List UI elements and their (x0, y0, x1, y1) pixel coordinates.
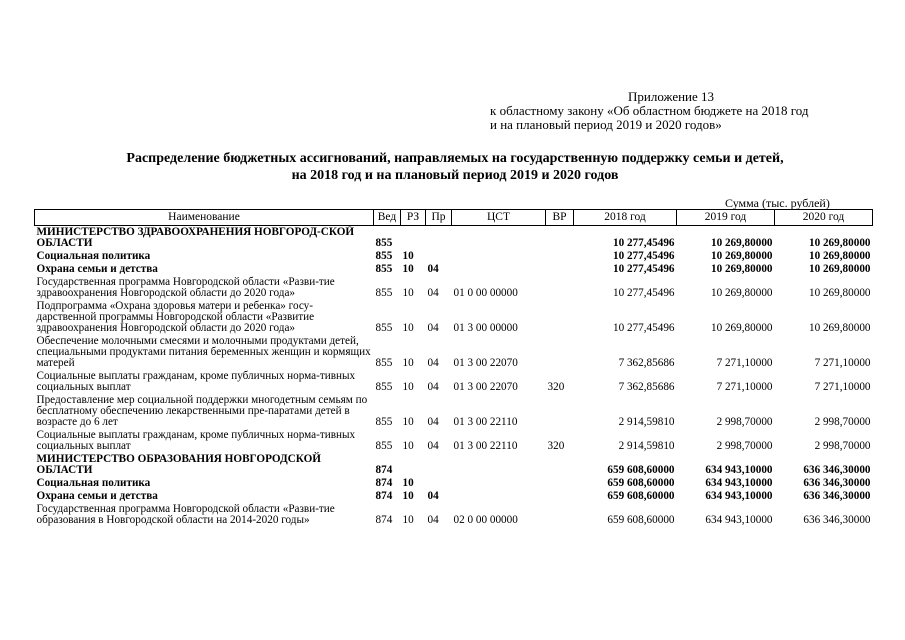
row-ved: 855 (375, 237, 393, 249)
row-name: МИНИСТЕРСТВО ЗДРАВООХРАНЕНИЯ НОВГОРОД-СКОЙ ОБЛАСТИ (36, 226, 355, 249)
row-name: Обеспечение молочными смесями и молочными продуктами детей, специальными продуктами питания беременных женщин и кормящих матерей (36, 335, 371, 369)
row-vr (546, 453, 574, 477)
row-vr (546, 490, 574, 503)
row-pr: 04 (427, 490, 439, 502)
row-vr (546, 300, 574, 335)
row-rz: 10 (402, 322, 414, 334)
row-amount-2018: 659 608,60000 (607, 477, 675, 489)
table-header-row (35, 210, 873, 226)
row-amount-2020: 2 998,70000 (814, 416, 871, 428)
row-amount-2020: 10 269,80000 (808, 263, 871, 275)
row-name: Предоставление мер социальной поддержки многодетным семьям по бесплатному обеспечению лекарственными пре-паратами детей в возрасте до 6 лет (36, 394, 368, 428)
row-pr: 04 (427, 416, 439, 428)
row-amount-2018: 10 277,45496 (612, 263, 675, 275)
row-pr: 04 (427, 381, 439, 393)
row-amount-2020: 10 269,80000 (808, 322, 871, 334)
row-amount-2018: 10 277,45496 (612, 287, 675, 299)
row-ved: 874 (375, 490, 393, 502)
row-ved: 855 (375, 287, 393, 299)
row-amount-2020: 636 346,30000 (803, 490, 871, 502)
row-amount-2019: 634 943,10000 (705, 490, 773, 502)
row-rz: 10 (402, 250, 414, 262)
row-rz: 10 (402, 490, 414, 502)
row-amount-2018: 659 608,60000 (607, 490, 675, 502)
row-pr: 04 (427, 263, 439, 275)
row-name: Социальная политика (36, 477, 151, 489)
column-header-cst: ЦСТ (452, 210, 546, 226)
row-amount-2019: 7 271,10000 (716, 357, 773, 369)
row-amount-2019: 10 269,80000 (710, 250, 773, 262)
row-amount-2019: 10 269,80000 (710, 322, 773, 334)
row-cst (452, 250, 546, 263)
row-vr: 320 (547, 440, 565, 452)
row-ved: 855 (375, 381, 393, 393)
row-amount-2018: 7 362,85686 (618, 381, 675, 393)
row-vr (546, 276, 574, 300)
row-vr (546, 263, 574, 276)
row-cst: 01 3 00 22070 (453, 381, 518, 393)
column-header-name: Наименование (35, 210, 374, 226)
row-pr: 04 (427, 322, 439, 334)
row-cst (452, 226, 546, 251)
row-vr (546, 226, 574, 251)
row-name: МИНИСТЕРСТВО ОБРАЗОВАНИЯ НОВГОРОДСКОЙ ОБЛАСТИ (36, 453, 321, 476)
table-row (35, 335, 873, 370)
row-vr (546, 503, 574, 527)
row-ved: 874 (375, 514, 393, 526)
column-header-2020: 2020 год (775, 210, 873, 226)
table-row (35, 250, 873, 263)
row-amount-2019: 634 943,10000 (705, 464, 773, 476)
document-title-line-1: Распределение бюджетных ассигнований, направляемых на государственную поддержку семьи и детей, (126, 151, 784, 166)
column-header-rz: РЗ (401, 210, 426, 226)
row-pr (426, 453, 452, 477)
row-name: Охрана семьи и детства (36, 263, 158, 275)
row-rz: 10 (402, 514, 414, 526)
row-name: Подпрограмма «Охрана здоровья матери и ребенка» госу-дарственной программы Новгородской области «Развитие здравоохранения Новгородской области до 2020 года» (36, 300, 315, 334)
row-amount-2018: 10 277,45496 (612, 250, 675, 262)
row-name: Социальные выплаты гражданам, кроме публичных норма-тивных социальных выплат (36, 370, 356, 393)
appendix-law-reference: к областному закону «Об областном бюджете на 2018 год (490, 103, 809, 118)
row-rz: 10 (402, 477, 414, 489)
row-ved: 855 (375, 250, 393, 262)
row-amount-2018: 659 608,60000 (607, 464, 675, 476)
row-amount-2020: 7 271,10000 (814, 357, 871, 369)
column-header-vr: ВР (546, 210, 574, 226)
appendix-planning-period: и на плановый период 2019 и 2020 годов» (490, 117, 722, 132)
row-cst: 01 3 00 22110 (453, 440, 518, 452)
units-caption: Сумма (тыс. рублей) (725, 196, 830, 210)
table-row (35, 300, 873, 335)
row-cst (452, 477, 546, 490)
row-name: Социальные выплаты гражданам, кроме публичных норма-тивных социальных выплат (36, 429, 356, 452)
row-rz: 10 (402, 381, 414, 393)
row-rz: 10 (402, 416, 414, 428)
row-name: Государственная программа Новгородской области «Разви-тие образования в Новгородской области на 2014-2020 годы» (36, 503, 335, 526)
document-title (30, 150, 880, 184)
row-ved: 855 (375, 440, 393, 452)
column-header-pr: Пр (426, 210, 452, 226)
row-amount-2020: 10 269,80000 (808, 287, 871, 299)
row-ved: 874 (375, 477, 393, 489)
row-rz (401, 226, 426, 251)
row-pr (426, 250, 452, 263)
row-vr (546, 250, 574, 263)
row-amount-2019: 634 943,10000 (705, 477, 773, 489)
row-cst: 01 3 00 00000 (453, 322, 518, 334)
table-row (35, 477, 873, 490)
row-amount-2019: 7 271,10000 (716, 381, 773, 393)
table-row (35, 370, 873, 394)
row-ved: 855 (375, 416, 393, 428)
column-header-ved: Вед (374, 210, 401, 226)
row-ved: 874 (375, 464, 393, 476)
row-pr: 04 (427, 357, 439, 369)
document-title-line-2: на 2018 год и на плановый период 2019 и 2020 годов (291, 168, 619, 183)
row-amount-2019: 2 998,70000 (716, 416, 773, 428)
row-vr: 320 (547, 381, 565, 393)
row-rz (401, 453, 426, 477)
row-amount-2018: 10 277,45496 (612, 322, 675, 334)
table-row (35, 276, 873, 300)
table-row (35, 503, 873, 527)
row-amount-2020: 10 269,80000 (808, 250, 871, 262)
row-amount-2020: 636 346,30000 (803, 514, 871, 526)
table-body (35, 226, 873, 528)
table-row (35, 429, 873, 453)
row-vr (546, 394, 574, 429)
table-row (35, 263, 873, 276)
row-amount-2018: 659 608,60000 (607, 514, 675, 526)
row-name: Социальная политика (36, 250, 151, 262)
row-rz: 10 (402, 287, 414, 299)
row-amount-2020: 10 269,80000 (808, 237, 871, 249)
table-row (35, 226, 873, 251)
row-pr: 04 (427, 287, 439, 299)
budget-table (34, 209, 873, 527)
row-vr (546, 477, 574, 490)
row-ved: 855 (375, 263, 393, 275)
column-header-2018: 2018 год (574, 210, 677, 226)
row-vr (546, 335, 574, 370)
row-cst (452, 263, 546, 276)
table-row (35, 394, 873, 429)
row-amount-2019: 10 269,80000 (710, 263, 773, 275)
row-amount-2019: 2 998,70000 (716, 440, 773, 452)
row-amount-2019: 10 269,80000 (710, 287, 773, 299)
row-amount-2019: 10 269,80000 (710, 237, 773, 249)
table-row (35, 453, 873, 477)
row-amount-2020: 2 998,70000 (814, 440, 871, 452)
row-amount-2018: 10 277,45496 (612, 237, 675, 249)
row-amount-2020: 636 346,30000 (803, 477, 871, 489)
row-pr: 04 (427, 440, 439, 452)
row-cst: 01 0 00 00000 (453, 287, 518, 299)
appendix-number: Приложение 13 (628, 89, 715, 104)
row-rz: 10 (402, 357, 414, 369)
row-cst: 02 0 00 00000 (453, 514, 518, 526)
row-amount-2019: 634 943,10000 (705, 514, 773, 526)
row-pr: 04 (427, 514, 439, 526)
row-amount-2018: 7 362,85686 (618, 357, 675, 369)
row-amount-2020: 7 271,10000 (814, 381, 871, 393)
row-cst (452, 453, 546, 477)
row-amount-2020: 636 346,30000 (803, 464, 871, 476)
row-rz: 10 (402, 440, 414, 452)
table-row (35, 490, 873, 503)
row-ved: 855 (375, 357, 393, 369)
row-cst: 01 3 00 22110 (453, 416, 518, 428)
row-pr (426, 477, 452, 490)
row-cst (452, 490, 546, 503)
row-name: Государственная программа Новгородской области «Разви-тие здравоохранения Новгородской области до 2020 года» (36, 276, 335, 299)
row-amount-2018: 2 914,59810 (618, 440, 675, 452)
row-pr (426, 226, 452, 251)
row-ved: 855 (375, 322, 393, 334)
column-header-2019: 2019 год (677, 210, 775, 226)
row-cst: 01 3 00 22070 (453, 357, 518, 369)
appendix-header (490, 90, 890, 132)
row-amount-2018: 2 914,59810 (618, 416, 675, 428)
row-rz: 10 (402, 263, 414, 275)
row-name: Охрана семьи и детства (36, 490, 158, 502)
